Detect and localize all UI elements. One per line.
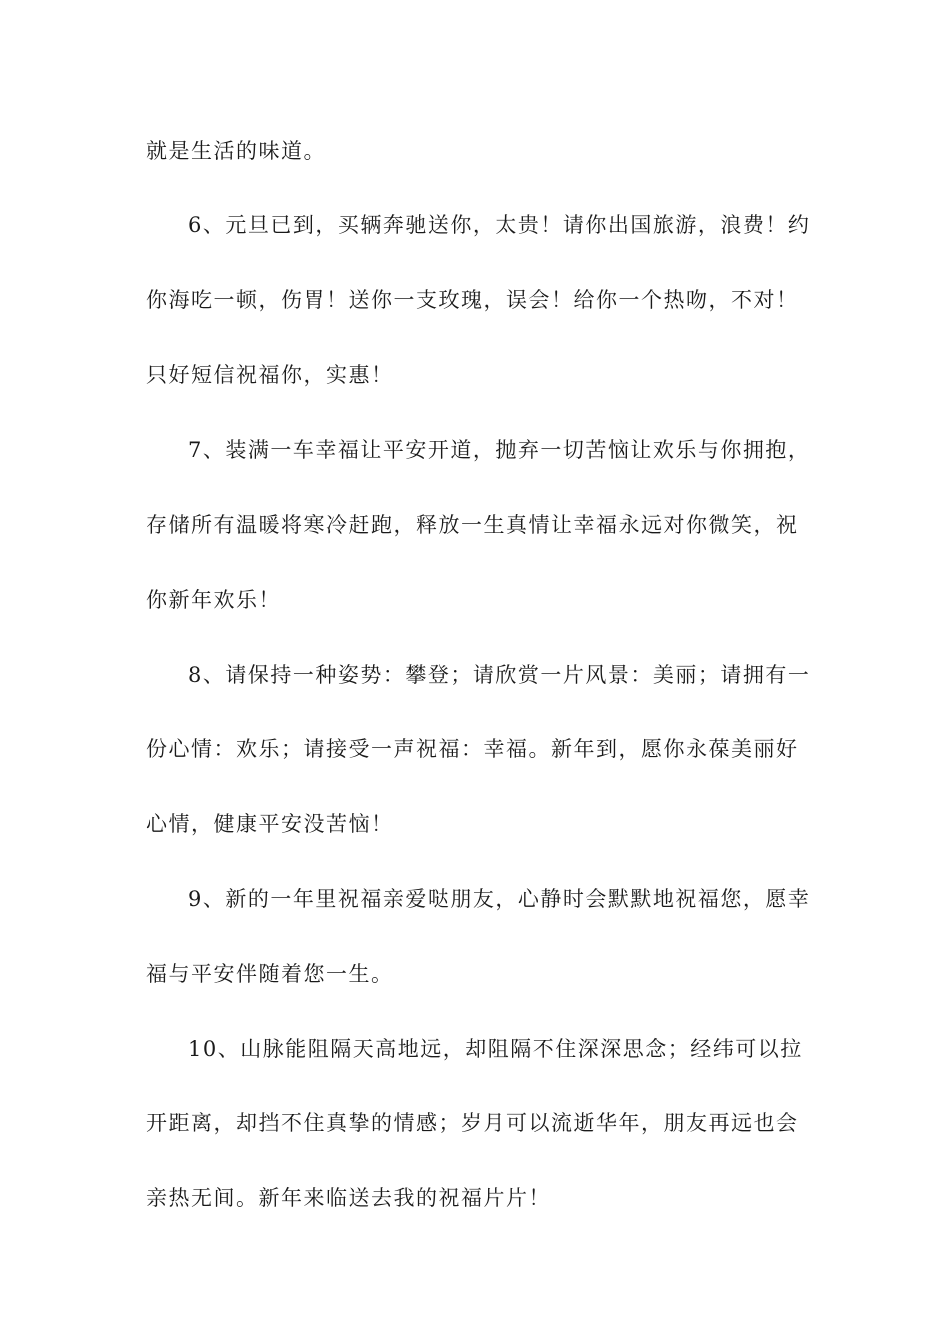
paragraph-6-line-2: 你海吃一顿，伤胃！送你一支玫瑰，误会！给你一个热吻，不对！ bbox=[146, 288, 799, 312]
paragraph-8-line-1: 8、请保持一种姿势：攀登；请欣赏一片风景：美丽；请拥有一 bbox=[188, 663, 811, 687]
text-line: 就是生活的味道。 bbox=[146, 139, 326, 163]
paragraph-10-line-1: 10、山脉能阻隔天高地远，却阻隔不住深深思念；经纬可以拉 bbox=[188, 1037, 803, 1061]
paragraph-7-line-2: 存储所有温暖将寒冷赶跑，释放一生真情让幸福永远对你微笑，祝 bbox=[146, 513, 799, 537]
paragraph-8-line-3: 心情，健康平安没苦恼！ bbox=[146, 812, 394, 836]
paragraph-10-line-2: 开距离，却挡不住真挚的情感；岁月可以流逝华年，朋友再远也会 bbox=[146, 1111, 799, 1135]
paragraph-7-line-1: 7、装满一车幸福让平安开道，抛弃一切苦恼让欢乐与你拥抱， bbox=[188, 438, 811, 462]
paragraph-8-line-2: 份心情：欢乐；请接受一声祝福：幸福。新年到，愿你永葆美丽好 bbox=[146, 737, 799, 761]
paragraph-9-line-2: 福与平安伴随着您一生。 bbox=[146, 962, 394, 986]
paragraph-9-line-1: 9、新的一年里祝福亲爱哒朋友，心静时会默默地祝福您，愿幸 bbox=[188, 887, 811, 911]
paragraph-10-line-3: 亲热无间。新年来临送去我的祝福片片！ bbox=[146, 1186, 551, 1210]
paragraph-6-line-1: 6、元旦已到，买辆奔驰送你，太贵！请你出国旅游，浪费！约 bbox=[188, 213, 811, 237]
paragraph-6-line-3: 只好短信祝福你，实惠！ bbox=[146, 363, 394, 387]
paragraph-7-line-3: 你新年欢乐！ bbox=[146, 588, 281, 612]
